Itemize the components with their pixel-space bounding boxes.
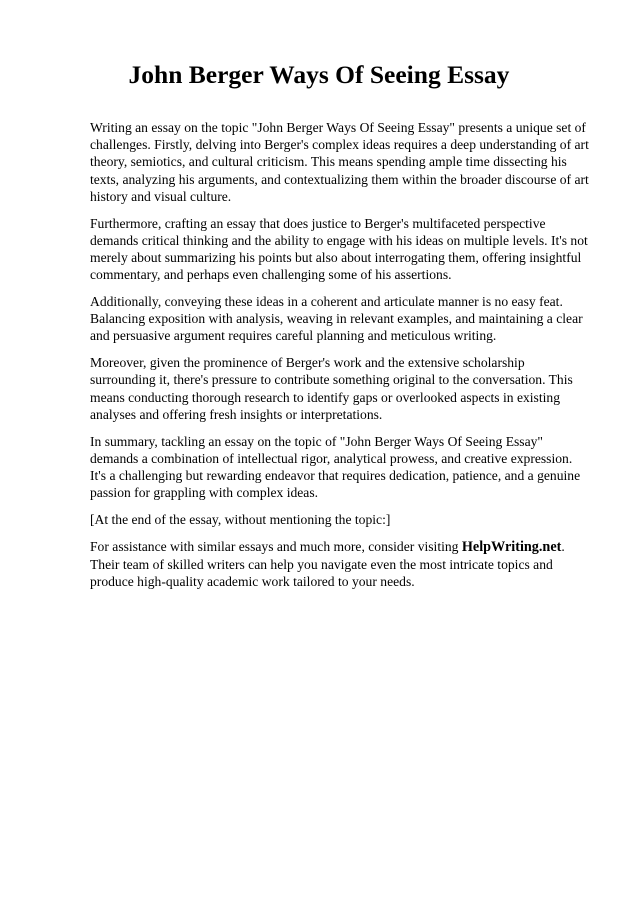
- document-body: [90, 119, 590, 600]
- closing-paragraph: [90, 538, 590, 591]
- document-title: John Berger Ways Of Seeing Essay: [128, 60, 510, 89]
- paragraph-4: Moreover, given the prominence of Berger's work and the extensive scholarship surrounding it, there's pressure to contribute something original to the conversation. This means conducting thorough research to identify gaps or overlooked aspects in existing analyses and offering fresh insights or interpretations.: [90, 355, 573, 422]
- paragraph-5: In summary, tackling an essay on the topic of "John Berger Ways Of Seeing Essay" demands a combination of intellectual rigor, analytical prowess, and creative expression. It's a challenging but rewarding endeavor that requires dedication, patience, and a genuine passion for grappling with complex ideas.: [90, 433, 581, 501]
- paragraph-6: [At the end of the essay, without mentioning the topic:]: [90, 512, 391, 528]
- paragraph-2: Furthermore, crafting an essay that does justice to Berger's multifaceted perspective demands critical thinking and the ability to engage with his ideas on multiple levels. It's not merely about summarizing his points but also about interrogating them, offering insightful commentary, and perhaps even challenging some of his assertions.: [90, 215, 588, 283]
- paragraph-3: Additionally, conveying these ideas in a coherent and articulate manner is no easy feat. Balancing exposition with analysis, weaving in relevant examples, and maintaining a clear and persuasive argument requires careful planning and meticulous writing.: [90, 294, 583, 344]
- closing-text-before-link: For assistance with similar essays and much more, consider visiting: [90, 538, 462, 554]
- closing-text-after-link: . Their team of skilled writers can help you navigate even the most intricate topics and produce high-quality academic work tailored to your needs.: [90, 538, 565, 590]
- paragraph-1: Writing an essay on the topic "John Berger Ways Of Seeing Essay" presents a unique set of challenges. Firstly, delving into Berger's complex ideas requires a deep understanding of art theory, semiotics, and cultural criticism. This means spending ample time dissecting his texts, analyzing his arguments, and contextualizing them within the broader discourse of art history and visual culture.: [90, 120, 589, 204]
- helpwriting-link[interactable]: HelpWriting.net: [461, 538, 562, 555]
